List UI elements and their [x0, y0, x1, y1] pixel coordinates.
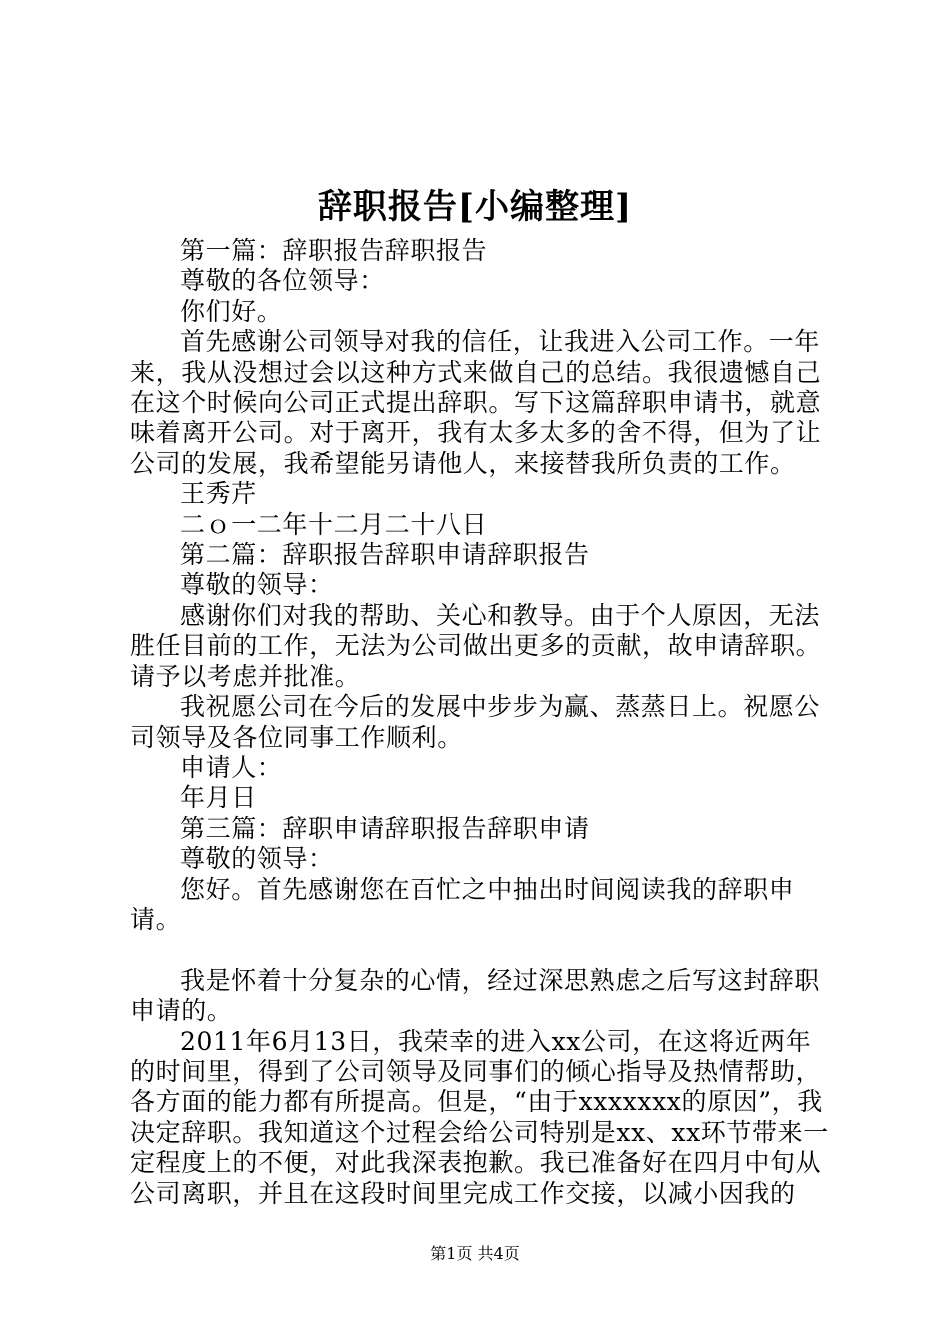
document-title: 辞职报告[小编整理]: [317, 187, 633, 227]
document-body: [130, 236, 835, 1209]
heading-part-3: 第三篇：辞职申请辞职报告辞职申请: [180, 813, 590, 843]
body-paragraph: 我祝愿公司在今后的发展中步步为赢、蒸蒸日上。祝愿公司领导及各位同事工作顺利。: [130, 692, 821, 752]
greeting-paragraph: 您好。首先感谢您在百忙之中抽出时间阅读我的辞职申请。: [130, 874, 795, 934]
signature-name: 王秀芹: [180, 479, 257, 509]
body-paragraph: 我是怀着十分复杂的心情，经过深思熟虑之后写这封辞职申请的。: [130, 965, 821, 1026]
salutation: 尊敬的领导：: [180, 844, 334, 874]
heading-part-2: 第二篇：辞职报告辞职申请辞职报告: [180, 540, 590, 570]
salutation: 尊敬的各位领导：: [180, 266, 385, 296]
salutation: 尊敬的领导：: [180, 570, 334, 600]
body-paragraph: 感谢你们对我的帮助、关心和教导。由于个人原因，无法胜任目前的工作，无法为公司做出更多的贡献，故申请辞职。请予以考虑并批准。: [130, 600, 822, 691]
greeting: 你们好。: [180, 296, 283, 326]
applicant-label: 申请人：: [180, 752, 283, 782]
signature-date: 二ｏ一二年十二月二十八日: [180, 509, 488, 539]
body-paragraph: 首先感谢公司领导对我的信任，让我进入公司工作。一年来，我从没想过会以这种方式来做自己的总结。我很遗憾自己在这个时候向公司正式提出辞职。写下这篇辞职申请书，就意味着离开公司。对于离开，我有太多太多的舍不得，但为了让公司的发展，我希望能另请他人，来接替我所负责的工作。: [130, 327, 822, 478]
heading-part-1: 第一篇：辞职报告辞职报告: [180, 236, 488, 265]
blank-line: [130, 935, 835, 965]
page-footer: 第1页 共4页: [430, 1244, 520, 1263]
date-placeholder: 年月日: [180, 783, 257, 813]
body-paragraph: 2011年6月13日，我荣幸的进入xx公司，在这将近两年的时间里，得到了公司领导及同事们的倾心指导及热情帮助，各方面的能力都有所提高。但是，“由于xxxxxxx的原因”，我决定辞职。我知道这个过程会给公司特别是xx、xx环节带来一定程度上的不便，对此我深表抱歉。我已准备好在四月中旬从公司离职，并且在这段时间里完成工作交接，以减小因我的: [130, 1026, 829, 1208]
